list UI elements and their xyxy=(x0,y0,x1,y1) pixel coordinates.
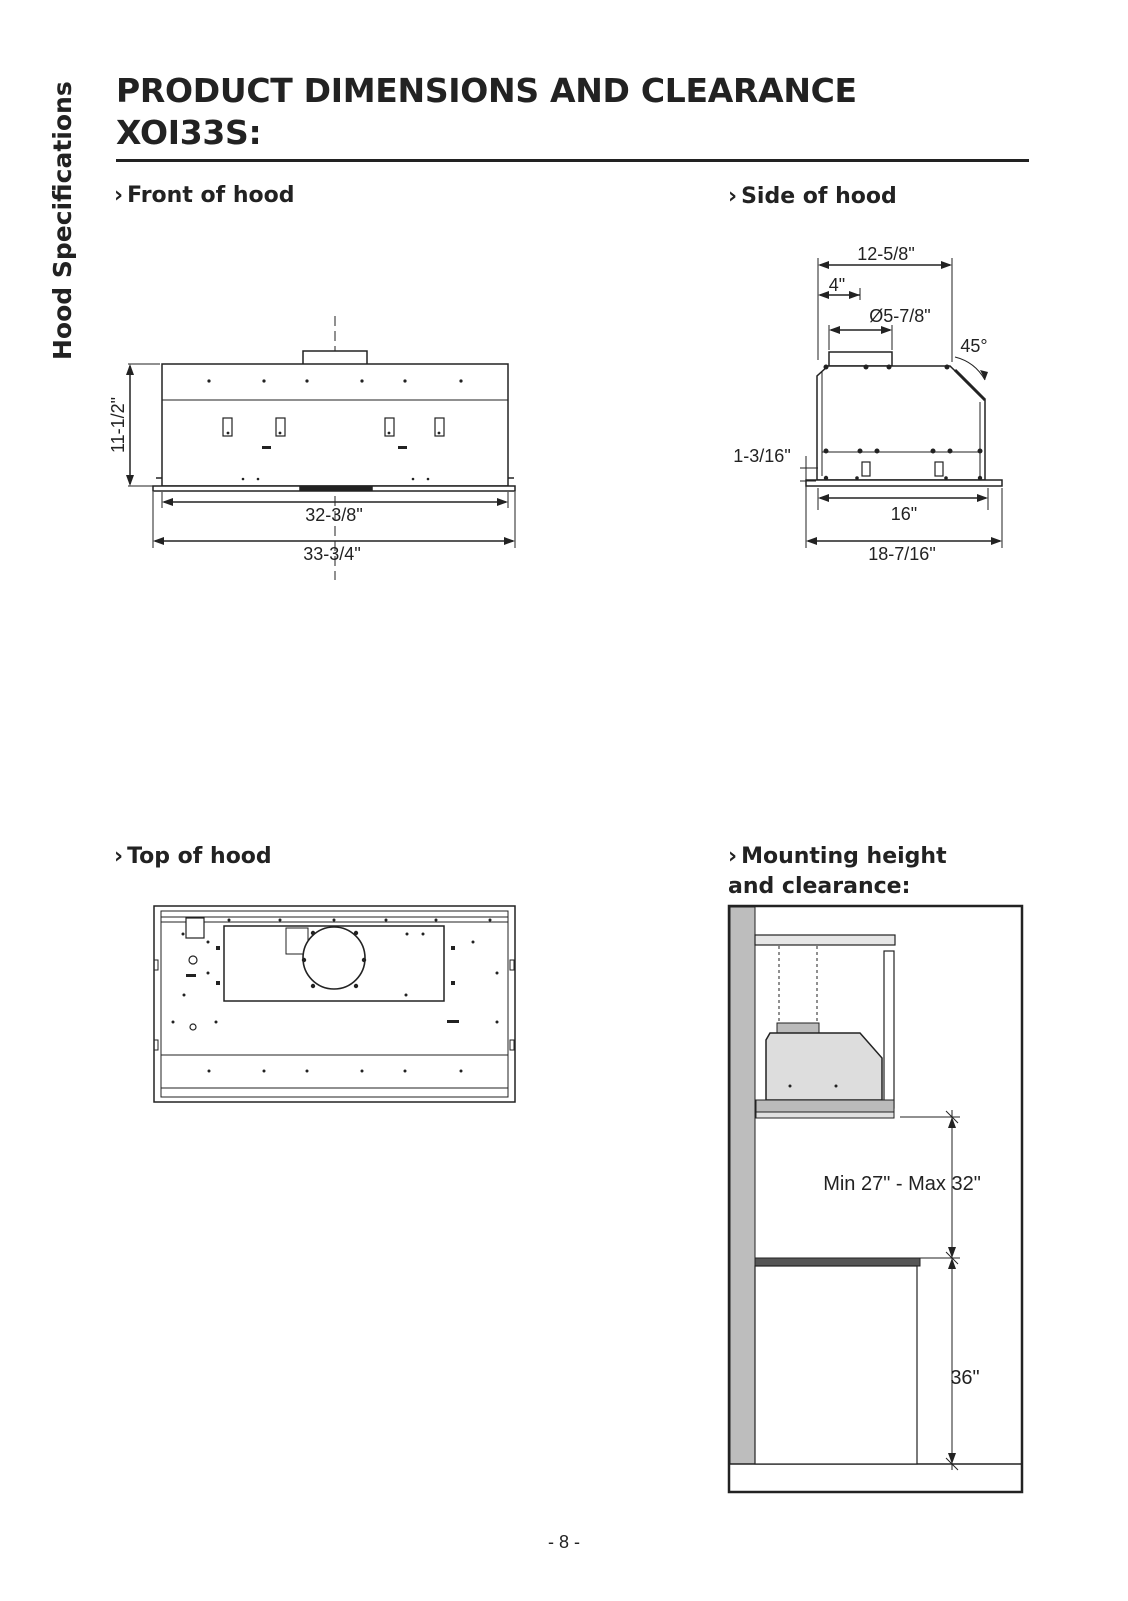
front-height-label: 11-1/2" xyxy=(108,396,128,454)
front-inner-width-label: 32-3/8" xyxy=(305,505,363,525)
mounting-section-label-2: and clearance: xyxy=(728,874,911,899)
side-offset-label: 4" xyxy=(828,275,846,295)
base-cabinet xyxy=(755,1266,917,1464)
page-title-line2: XOI33S: xyxy=(116,113,262,152)
mounting-section-label-1: Mounting height xyxy=(741,844,947,869)
front-section-label: Front of hood xyxy=(127,183,295,208)
side-section-label: Side of hood xyxy=(741,184,897,209)
side-section-heading: › Side of hood xyxy=(728,184,897,209)
mounting-wall xyxy=(730,907,755,1464)
side-duct-diameter-label: Ø5-7/8" xyxy=(869,306,931,326)
mount-counter-height-label: 36" xyxy=(950,1367,980,1389)
mounting-section-heading: › Mounting height and clearance: xyxy=(728,842,947,902)
mount-hood-filter xyxy=(756,1100,894,1112)
page-title-line1: PRODUCT DIMENSIONS AND CLEARANCE xyxy=(116,71,857,110)
top-section-label: Top of hood xyxy=(127,844,272,869)
page-number: - 8 - xyxy=(547,1532,580,1552)
side-angle-label: 45° xyxy=(960,336,988,356)
side-top-depth-label: 12-5/8" xyxy=(857,244,915,264)
mount-duct-collar xyxy=(777,1023,819,1033)
mount-clearance-label: Min 27" - Max 32" xyxy=(823,1173,981,1195)
top-section-heading: › Top of hood xyxy=(114,844,272,869)
cabinet-side xyxy=(884,951,894,1108)
side-bottom-height-label: 1-3/16" xyxy=(733,446,791,466)
side-tab-label: Hood Specifications xyxy=(48,81,77,360)
upper-cabinet-bottom xyxy=(755,935,895,945)
mount-hood-body xyxy=(766,1033,882,1100)
side-outer-depth-label: 18-7/16" xyxy=(868,544,936,564)
side-inner-depth-label: 16" xyxy=(890,504,918,524)
cooktop-surface xyxy=(755,1258,920,1266)
front-outer-width-label: 33-3/4" xyxy=(303,544,361,564)
front-section-heading: › Front of hood xyxy=(114,183,295,208)
